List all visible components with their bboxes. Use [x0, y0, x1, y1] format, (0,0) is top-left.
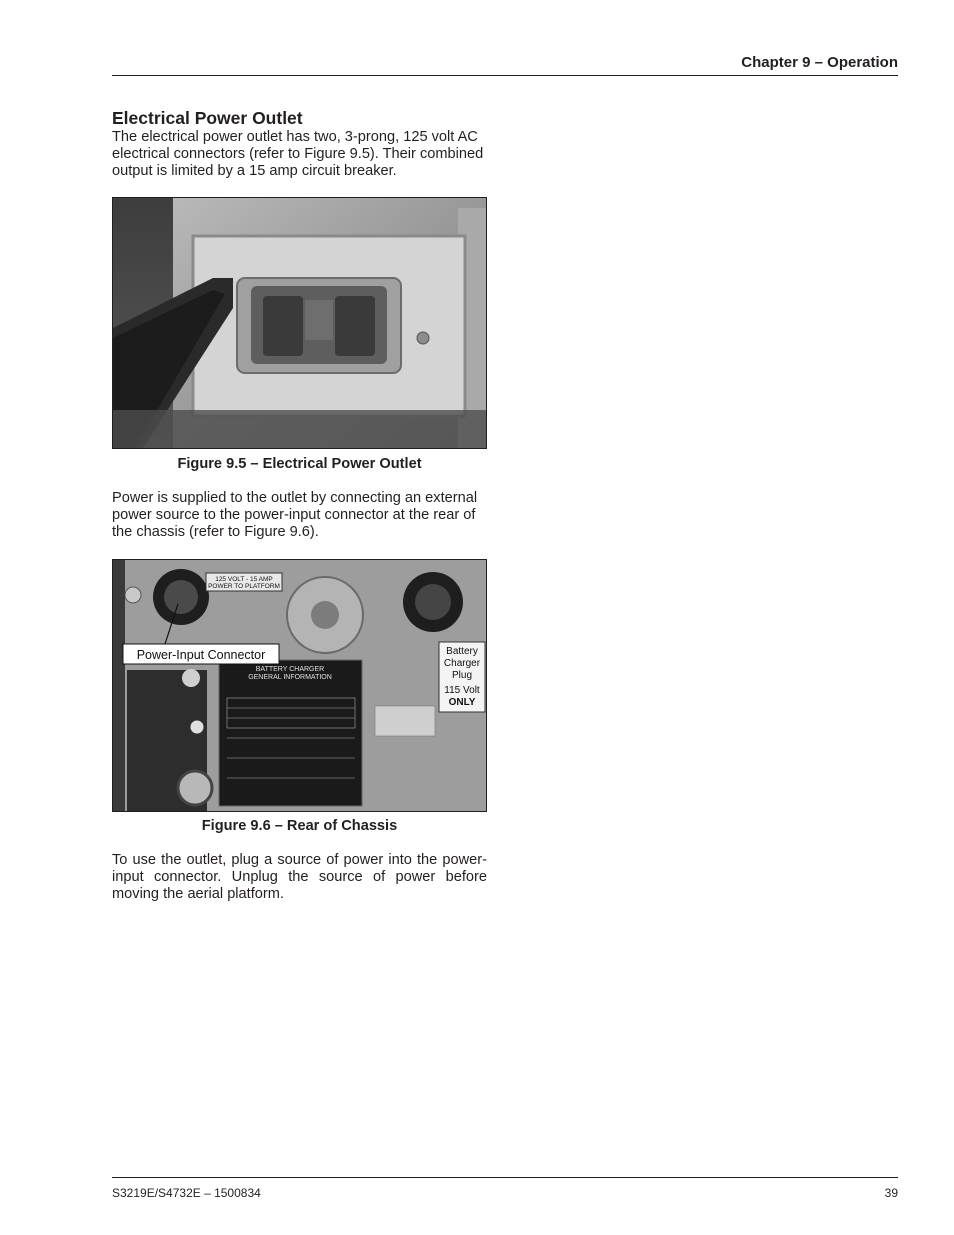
charger-plug-label-line-4: 115 Volt — [444, 685, 480, 696]
figure-electrical-outlet-photo — [112, 197, 487, 449]
chassis-photo-illustration — [113, 560, 486, 811]
charger-label-line-1: BATTERY CHARGER — [255, 666, 325, 673]
outlet-photo-illustration — [113, 198, 486, 448]
figure-rear-chassis-photo — [112, 559, 487, 812]
figure-caption-outlet: Figure 9.5 – Electrical Power Outlet — [177, 456, 422, 472]
header-rule — [112, 75, 898, 76]
footer-page-number: 39 — [884, 1186, 898, 1200]
charger-plug-label-line-1: Battery — [446, 646, 478, 657]
charger-label-line-2: GENERAL INFORMATION — [248, 674, 332, 681]
footer-rule — [112, 1177, 898, 1178]
decal-line-2: POWER TO PLATFORM — [208, 583, 280, 590]
chapter-header: Chapter 9 – Operation — [741, 54, 898, 71]
callout-power-input-connector: Power-Input Connector — [136, 648, 266, 662]
paragraph-outlet-description: The electrical power outlet has two, 3-prong, 125 volt AC electrical connectors (refer to Figure 9.5). Their combined output is limited by a 15 amp circuit breaker. — [112, 129, 484, 179]
charger-plug-label-line-2: Charger — [443, 658, 481, 669]
decal-line-1: 125 VOLT - 15 AMP — [215, 576, 273, 583]
figure-caption-chassis: Figure 9.6 – Rear of Chassis — [201, 818, 398, 834]
charger-plug-label-line-3: Plug — [451, 670, 473, 681]
charger-plug-label-line-5: ONLY — [448, 697, 476, 708]
paragraph-usage-instructions: To use the outlet, plug a source of power into the power-input connector. Unplug the source of power before moving the aerial platform. — [112, 852, 487, 902]
section-title: Electrical Power Outlet — [112, 108, 303, 128]
footer-document-number: S3219E/S4732E – 1500834 — [112, 1186, 261, 1200]
paragraph-power-supply: Power is supplied to the outlet by connecting an external power source to the power-input connector at the rear of the chassis (refer to Figure 9.6). — [112, 490, 478, 540]
